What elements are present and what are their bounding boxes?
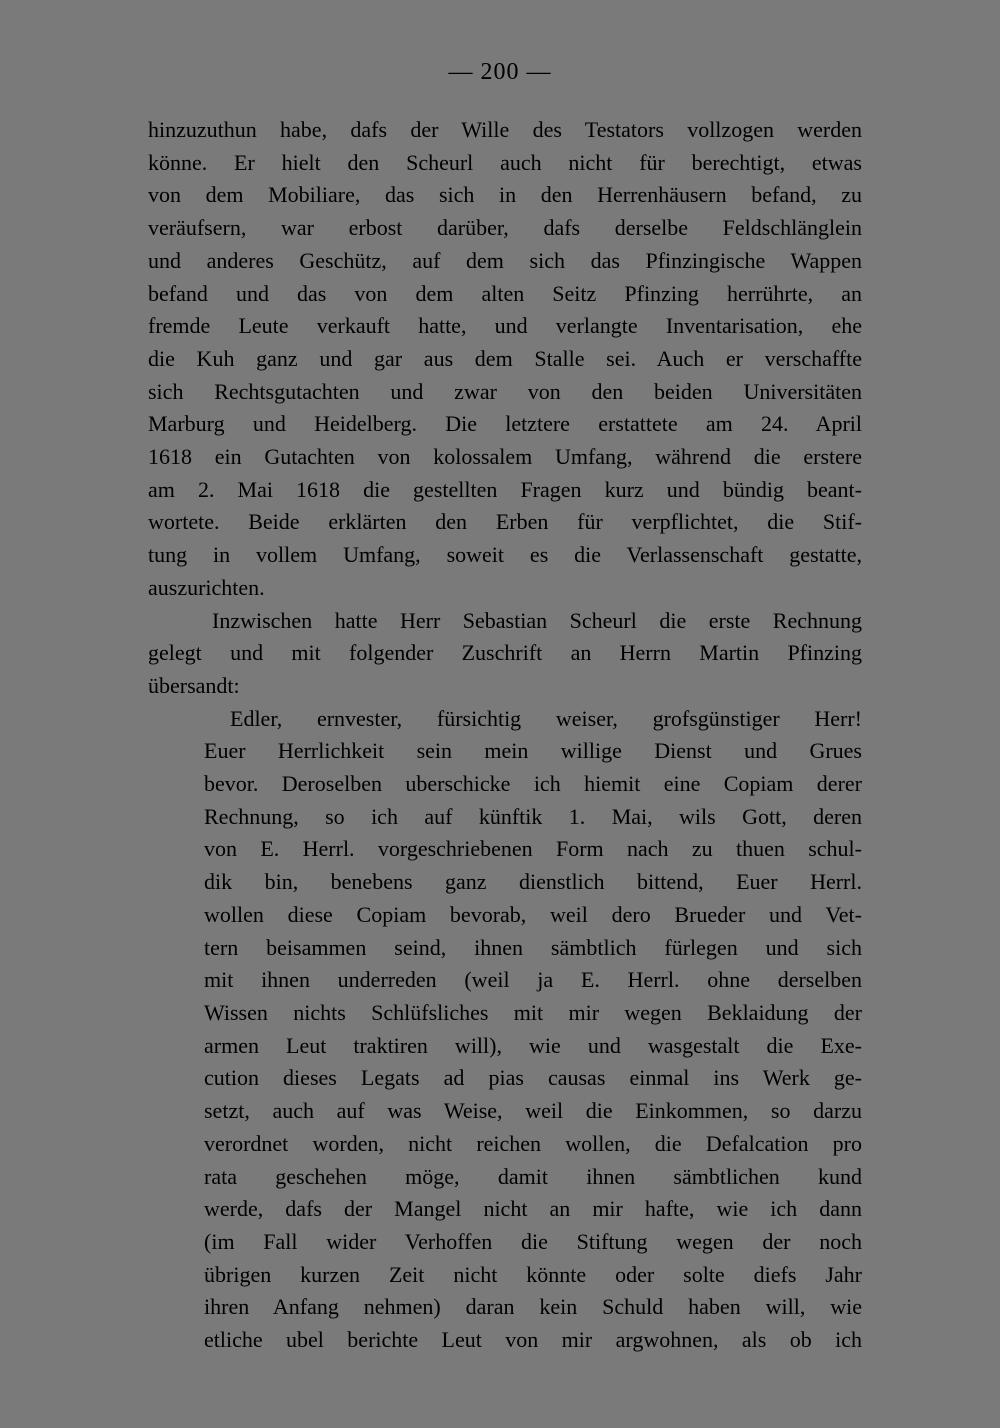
text-line: sich Rechtsgutachten und zwar von den beiden Universitäten bbox=[148, 378, 862, 404]
letter-quote bbox=[148, 703, 862, 1357]
text-line: veräufsern, war erbost darüber, dafs derselbe Feldschlänglein bbox=[148, 215, 862, 241]
quote-line: (im Fall wider Verhoffen die Stiftung wegen der noch bbox=[204, 1228, 862, 1254]
quote-line: übrigen kurzen Zeit nicht könnte oder solte diefs Jahr bbox=[204, 1261, 862, 1287]
quote-line: etliche ubel berichte Leut von mir argwohnen, als ob ich bbox=[204, 1327, 862, 1353]
text-line: Inzwischen hatte Herr Sebastian Scheurl die erste Rechnung bbox=[212, 607, 862, 633]
body-text bbox=[148, 114, 862, 1357]
text-line: die Kuh ganz und gar aus dem Stalle sei. Auch er verschaffte bbox=[148, 345, 862, 371]
text-line: und anderes Geschütz, auf dem sich das Pfinzingische Wappen bbox=[148, 247, 862, 273]
text-line: hinzuzuthun habe, dafs der Wille des Testators vollzogen werden bbox=[148, 117, 862, 142]
quote-line: mit ihnen underreden (weil ja E. Herrl. ohne derselben bbox=[204, 967, 862, 993]
quote-line: ihren Anfang nehmen) daran kein Schuld haben will, wie bbox=[204, 1294, 862, 1320]
paragraph-1 bbox=[148, 114, 862, 605]
text-line: 1618 ein Gutachten von kolossalem Umfang, während die erstere bbox=[148, 444, 862, 470]
text-line: tung in vollem Umfang, soweit es die Verlassenschaft gestatte, bbox=[148, 542, 862, 568]
quote-line: wollen diese Copiam bevorab, weil dero Brueder und Vet- bbox=[204, 901, 862, 927]
quote-line: cution dieses Legats ad pias causas einmal ins Werk ge- bbox=[204, 1065, 862, 1091]
quote-line: tern beisammen seind, ihnen sämbtlich fürlegen und sich bbox=[204, 934, 862, 960]
text-line: am 2. Mai 1618 die gestellten Fragen kurz und bündig beant- bbox=[148, 476, 862, 502]
quote-line: Rechnung, so ich auf künftik 1. Mai, wils Gott, deren bbox=[204, 803, 862, 829]
quote-line: Wissen nichts Schlüfsliches mit mir wegen Beklaidung der bbox=[204, 999, 862, 1025]
paragraph-2 bbox=[148, 605, 862, 703]
page-number: — 200 — bbox=[448, 59, 552, 85]
text-line: fremde Leute verkauft hatte, und verlangte Inventarisation, ehe bbox=[148, 313, 862, 339]
quote-line: werde, dafs der Mangel nicht an mir hafte, wie ich dann bbox=[204, 1196, 862, 1222]
quote-line: armen Leut traktiren will), wie und wasgestalt die Exe- bbox=[204, 1032, 862, 1058]
quote-line: rata geschehen möge, damit ihnen sämbtlichen kund bbox=[204, 1163, 862, 1189]
text-line: wortete. Beide erklärten den Erben für verpflichtet, die Stif- bbox=[148, 509, 862, 535]
quote-line: Euer Herrlichkeit sein mein willige Dienst und Grues bbox=[204, 738, 862, 764]
quote-line: von E. Herrl. vorgeschriebenen Form nach zu thuen schul- bbox=[204, 836, 862, 862]
text-line: von dem Mobiliare, das sich in den Herrenhäusern befand, zu bbox=[148, 182, 862, 208]
quote-line: setzt, auch auf was Weise, weil die Einkommen, so darzu bbox=[204, 1098, 862, 1124]
text-line: gelegt und mit folgender Zuschrift an Herrn Martin Pfinzing bbox=[148, 640, 862, 666]
quote-line: Edler, ernvester, fürsichtig weiser, grofsgünstiger Herr! bbox=[230, 705, 862, 731]
quote-line: dik bin, benebens ganz dienstlich bittend, Euer Herrl. bbox=[204, 869, 862, 895]
text-line: übersandt: bbox=[148, 672, 240, 698]
text-line: Marburg und Heidelberg. Die letztere erstattete am 24. April bbox=[148, 411, 862, 437]
quote-line: verordnet worden, nicht reichen wollen, die Defalcation pro bbox=[204, 1130, 862, 1156]
text-line: auszurichten. bbox=[148, 574, 265, 600]
text-line: befand und das von dem alten Seitz Pfinzing herrührte, an bbox=[148, 280, 862, 306]
text-line: könne. Er hielt den Scheurl auch nicht für berechtigt, etwas bbox=[148, 149, 862, 175]
quote-line: bevor. Deroselben uberschicke ich hiemit eine Copiam derer bbox=[204, 771, 862, 797]
